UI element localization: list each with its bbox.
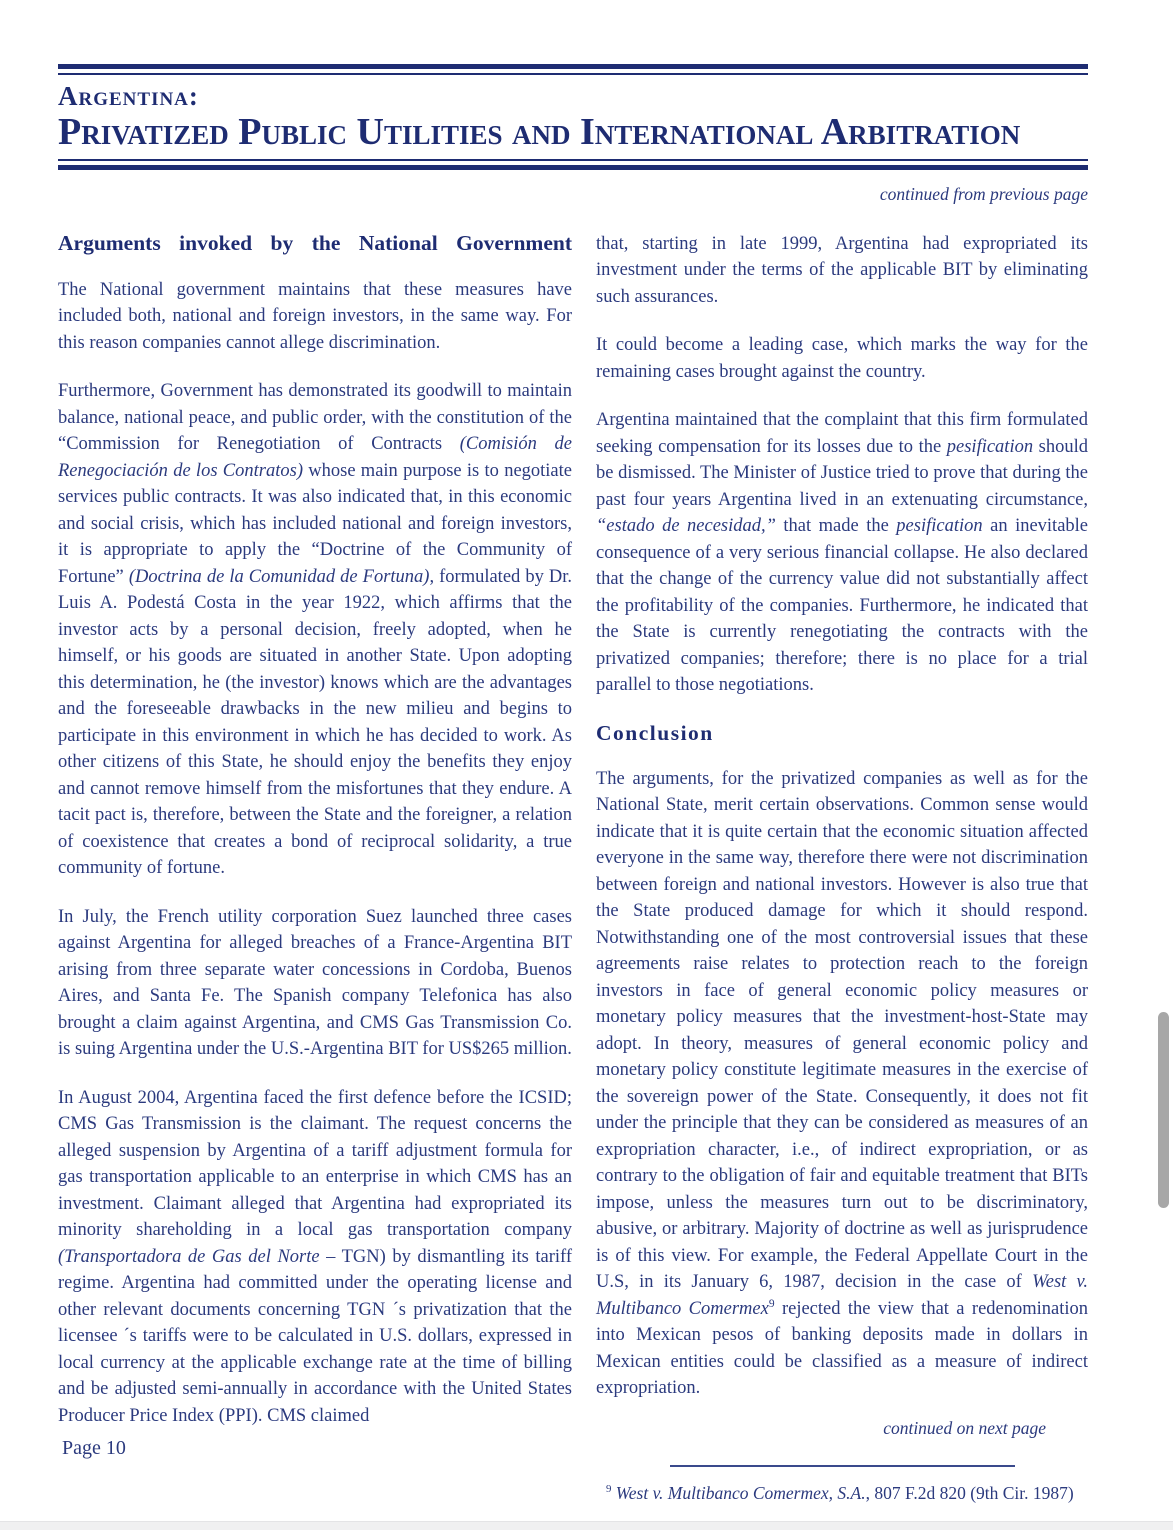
text-run: that made the bbox=[775, 516, 897, 537]
footnote-separator-rule bbox=[670, 1465, 1015, 1467]
text-run: West v. Multibanco Comermex bbox=[596, 1272, 1089, 1319]
article-title: Privatized Public Utilities and International Arbitration bbox=[58, 110, 1021, 153]
vertical-scrollbar-thumb[interactable] bbox=[1158, 1012, 1169, 1208]
text-run: West v. Multibanco Comermex, S.A. bbox=[615, 1482, 866, 1503]
two-column-layout bbox=[58, 231, 1088, 1506]
paragraph bbox=[58, 904, 572, 1063]
text-run: The arguments, for the privatized companies as well as for the National State, merit certain observations. Common sense would indicate that it is quite certain that the economic situation affected everyone in the same way, therefore there were not discrimination between foreign and national investors. However is also true that the State produced damage for which it should respond. Notwithstanding one of the most controversial issues that these agreements raise relates to protection reach to the foreign investors in face of general economic policy measures or monetary policy measures that the investment-host-State may adopt. In theory, measures of general economic policy and monetary policy constitute legitimate measures in the exercise of the sovereign power of the State. Consequently, it does not fit under the principle that they can be considered as measures of an expropriation character, i.e., of indirect expropriation, or as contrary to the obligation of fair and equitable treatment that BITs impose, unless the measures turn out to be discriminatory, abusive, or arbitrary. Majority of doctrine as well as jurisprudence is of this view. For example, the Federal Appellate Court in the U.S, in its January 6, 1987, decision in the case of bbox=[596, 768, 1088, 1293]
paragraph bbox=[58, 1085, 572, 1430]
page-content bbox=[58, 0, 1088, 1506]
article-kicker: Argentina: bbox=[58, 81, 199, 111]
text-run: “estado de necesidad,” bbox=[596, 516, 776, 537]
continued-from-note: continued from previous page bbox=[879, 183, 1088, 204]
superscript-marker: 9 bbox=[606, 1482, 612, 1495]
paragraph bbox=[58, 378, 572, 882]
text-run: Furthermore, Government has demonstrated its goodwill to maintain balance, national peace, and public order, with the constitution of the “Commission for Renegotiation of Contracts bbox=[58, 381, 572, 455]
text-run: Argentina maintained that the complaint that this firm formulated seeking compensation for its losses due to the bbox=[596, 410, 1088, 457]
continued-on-note: continued on next page bbox=[883, 1417, 1046, 1438]
text-run: The National government maintains that these measures have included both, national and foreign investors, in the same way. For this reason companies cannot allege discrimination. bbox=[58, 279, 572, 353]
paragraph bbox=[596, 332, 1088, 385]
text-run: an inevitable consequence of a very serious financial collapse. He also declared that the change of the currency value did not substantially affect the profitability of the companies. Furthermore, he indicated that the State is currently renegotiating the contracts with the privatized companies; therefore; there is no place for a trial parallel to those negotiations. bbox=[596, 516, 1089, 696]
text-run: pesification bbox=[896, 516, 983, 537]
section-heading-arguments: Arguments invoked by the National Government bbox=[58, 230, 572, 255]
right-column-paragraphs-top bbox=[596, 231, 1088, 699]
left-column bbox=[58, 231, 572, 1506]
paragraph bbox=[58, 277, 572, 357]
superscript-marker: 9 bbox=[768, 1297, 775, 1310]
paragraph bbox=[596, 766, 1088, 1402]
right-column-paragraphs-bottom bbox=[596, 766, 1088, 1402]
left-column-paragraphs bbox=[58, 277, 572, 1430]
header-bottom-rule bbox=[58, 159, 1088, 170]
text-run: , formulated by Dr. Luis A. Podestá Costa in the year 1922, which affirms that the investor acts by a personal decision, freely adopted, when he himself, or his goods are situated in another State. Upon adopting this determination, he (the investor) knows which are the advantages and the foreseeable drawbacks in the new milieu and begins to participate in this environment in which he has decided to work. As other citizens of this State, he should enjoy the benefits they enjoy and cannot remove himself from the misfortunes that they endure. A tacit pact is, therefore, between the State and the foreigner, a relation of coexistence that creates a bond of reciprocal solidarity, a true community of fortune. bbox=[58, 566, 572, 879]
text-run: (Transportadora de Gas del Norte bbox=[58, 1246, 320, 1267]
text-run: – TGN) by dismantling its tariff regime. Argentina had committed under the operating license and other relevant documents concerning TGN ´s privatization that the licensee ´s tariffs were to be calculated in U.S. dollars, expressed in local currency at the applicable exchange rate at the time of billing and be adjusted semi-annually in accordance with the United States Producer Price Index (PPI). CMS claimed bbox=[58, 1246, 572, 1426]
text-run: rejected the view that a redenomination into Mexican pesos of banking deposits made in dollars in Mexican entities could be classified as a measure of indirect expropriation. bbox=[596, 1298, 1089, 1399]
paragraph bbox=[596, 407, 1088, 699]
text-run: (Comisión de Renegociación de los Contratos) bbox=[58, 434, 572, 481]
text-run: pesification bbox=[946, 436, 1034, 457]
text-run: In July, the French utility corporation Suez launched three cases against Argentina for alleged breaches of a France-Argentina BIT arising from three separate water concessions in Cordoba, Buenos Aires, and Santa Fe. The Spanish company Telefonica has also brought a claim against Argentina, and CMS Gas Transmission Co. is suing Argentina under the U.S.-Argentina BIT for US$265 million. bbox=[58, 906, 572, 1060]
text-run: It could become a leading case, which marks the way for the remaining cases brought against the country. bbox=[596, 335, 1088, 382]
paragraph bbox=[596, 231, 1088, 311]
text-run: whose main purpose is to negotiate services public contracts. It was also indicated that, in this economic and social crisis, which has included national and foreign investors, it is appropriate to apply the “Doctrine of the Community of Fortune” bbox=[58, 460, 572, 587]
viewer-bottom-edge bbox=[0, 1521, 1173, 1530]
page-number: Page 10 bbox=[62, 1437, 126, 1459]
text-run: (Doctrina de la Comunidad de Fortuna) bbox=[128, 566, 430, 587]
text-run: , 807 F.2d 820 (9th Cir. 1987) bbox=[865, 1482, 1074, 1503]
right-column bbox=[596, 231, 1088, 1506]
text-run: that, starting in late 1999, Argentina had expropriated its investment under the terms of the applicable BIT by eliminating such assurances. bbox=[596, 233, 1088, 307]
footnote-citation bbox=[596, 1481, 1088, 1506]
header-top-rule bbox=[58, 64, 1088, 75]
text-run: In August 2004, Argentina faced the first defence before the ICSID; CMS Gas Transmission is the claimant. The request concerns the alleged suspension by Argentina of a tariff adjustment formula for gas transportation applicable to an enterprise in which CMS has an investment. Claimant alleged that Argentina had expropriated its minority shareholding in a local gas transportation company bbox=[58, 1087, 572, 1241]
section-heading-conclusion: Conclusion bbox=[596, 720, 714, 745]
text-run: should be dismissed. The Minister of Justice tried to prove that during the past four years Argentina lived in an extenuating circumstance, bbox=[596, 436, 1089, 510]
